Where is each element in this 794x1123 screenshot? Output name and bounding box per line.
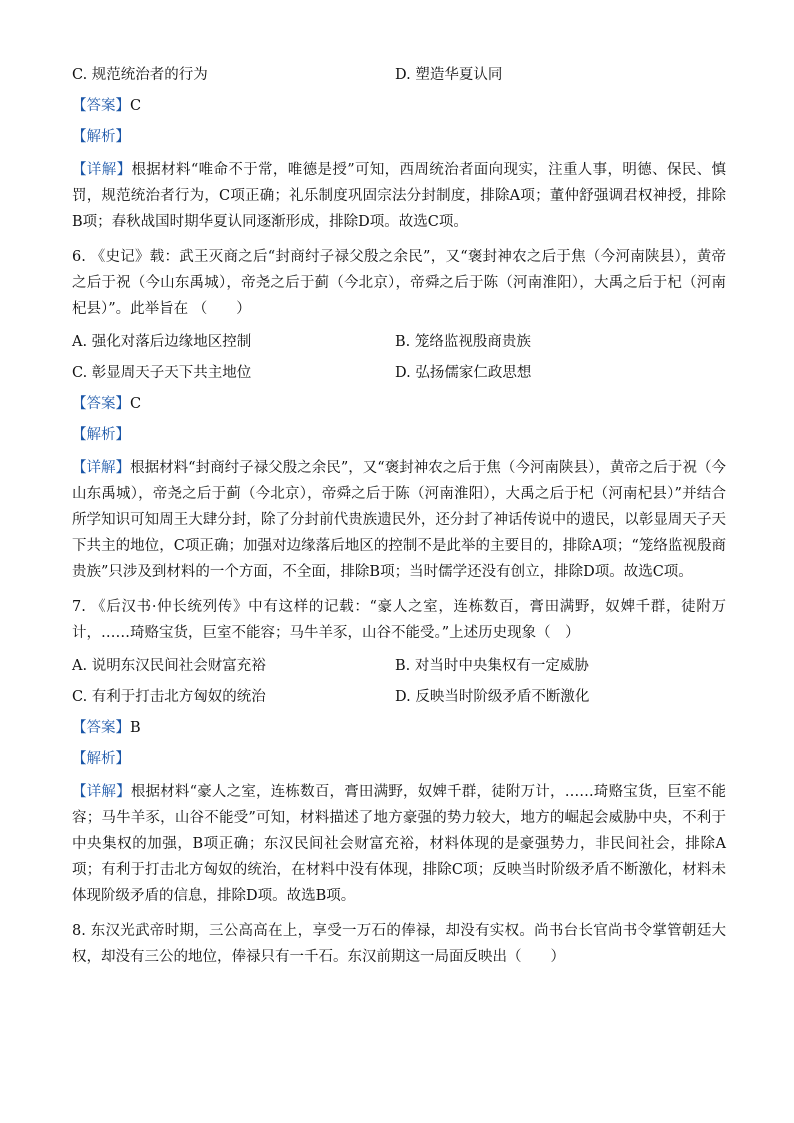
detail-label: 【详解】 (72, 460, 131, 476)
q7-detail (72, 779, 726, 909)
answer-value: C (130, 98, 142, 114)
q7-option-a: A. 说明东汉民间社会财富充裕 (72, 658, 266, 674)
q5-detail (72, 157, 726, 235)
q5-option-c: C. 规范统治者的行为 (72, 67, 208, 83)
detail-label: 【详解】 (72, 784, 131, 800)
q7-options-row-1 (72, 655, 726, 677)
answer-value: B (130, 720, 141, 736)
q6-options-row-2 (72, 362, 726, 384)
q6-option-a: A. 强化对落后边缘地区控制 (72, 334, 252, 350)
q7-option-d: D. 反映当时阶级矛盾不断激化 (395, 689, 590, 705)
q6-analysis-label: 【解析】 (72, 427, 130, 443)
answer-label: 【答案】 (72, 396, 130, 412)
detail-text: 根据材料“封商纣子禄父殷之余民”，又“褒封神农之后于焦（今河南陕县），黄帝之后于祝（今山东禹城），帝尧之后于蓟（今北京），帝舜之后于陈（河南淮阳），大禹之后于杞（河南杞县）”并结合所学知识可知周王大肆分封，除了分封前代贵族遗民外，还分封了神话传说中的遗民，以彰显周天子天下共主的地位，C项正确；加强对边缘落后地区的控制不是此举的主要目的，排除A项；“笼络监视殷商贵族”只涉及到材料的一个方面，不全面，排除B项；当时儒学还没有创立，排除D项。故选C项。 (72, 460, 726, 580)
q5-analysis-label: 【解析】 (72, 129, 130, 145)
q6-answer (72, 393, 726, 415)
q6-option-c: C. 彰显周天子天下共主地位 (72, 365, 252, 381)
answer-label: 【答案】 (72, 98, 130, 114)
answer-label: 【答案】 (72, 720, 130, 736)
q6-option-b: B. 笼络监视殷商贵族 (395, 334, 531, 350)
detail-text: 根据材料“唯命不于常，唯德是授”可知，西周统治者面向现实，注重人事，明德、保民、慎罚，规范统治者行为，C项正确；礼乐制度巩固宗法分封制度，排除A项；董仲舒强调君权神授，排除B项；春秋战国时期华夏认同逐渐形成，排除D项。故选C项。 (72, 162, 727, 230)
q7-options-row-2 (72, 686, 726, 708)
detail-text: 根据材料“豪人之室，连栋数百，膏田满野，奴婢千群，徒附万计，……琦赂宝货，巨室不能容；马牛羊豕，山谷不能受”可知，材料描述了地方豪强的势力较大，地方的崛起会威胁中央，不利于中央集权的加强，B项正确；东汉民间社会财富充裕，材料体现的是豪强势力，非民间社会，排除A项；有利于打击北方匈奴的统治，在材料中没有体现，排除C项；反映当时阶级矛盾不断激化，材料未体现阶级矛盾的信息，排除D项。故选B项。 (72, 784, 727, 904)
q6-detail (72, 455, 726, 585)
q5-option-d: D. 塑造华夏认同 (395, 67, 503, 83)
q7-answer (72, 717, 726, 739)
q6-stem: 6. 《史记》载：武王灭商之后“封商纣子禄父殷之余民”，又“褒封神农之后于焦（今河南陕县），黄帝之后于祝（今山东禹城），帝尧之后于蓟（今北京），帝舜之后于陈（河南淮阳），大禹之后于杞（河南杞县）”。此举旨在 （ ） (72, 249, 726, 317)
answer-value: C (130, 396, 142, 412)
q8-stem: 8. 东汉光武帝时期，三公高高在上，享受一万石的俸禄，却没有实权。尚书台长官尚书令掌管朝廷大权，却没有三公的地位，俸禄只有一千石。东汉前期这一局面反映出（ ） (72, 923, 726, 965)
q5-answer (72, 95, 726, 117)
q6-options-row-1 (72, 331, 726, 353)
q7-stem: 7. 《后汉书·仲长统列传》中有这样的记载：“豪人之室，连栋数百，膏田满野，奴婢千群，徒附万计，……琦赂宝货，巨室不能容；马牛羊豕，山谷不能受。”上述历史现象（ ） (72, 599, 726, 641)
q5-options-row (72, 64, 726, 86)
exam-page (72, 64, 726, 970)
q7-option-b: B. 对当时中央集权有一定威胁 (395, 658, 589, 674)
q6-option-d: D. 弘扬儒家仁政思想 (395, 365, 532, 381)
q7-option-c: C. 有利于打击北方匈奴的统治 (72, 689, 266, 705)
detail-label: 【详解】 (72, 162, 132, 178)
q7-analysis-label: 【解析】 (72, 751, 130, 767)
